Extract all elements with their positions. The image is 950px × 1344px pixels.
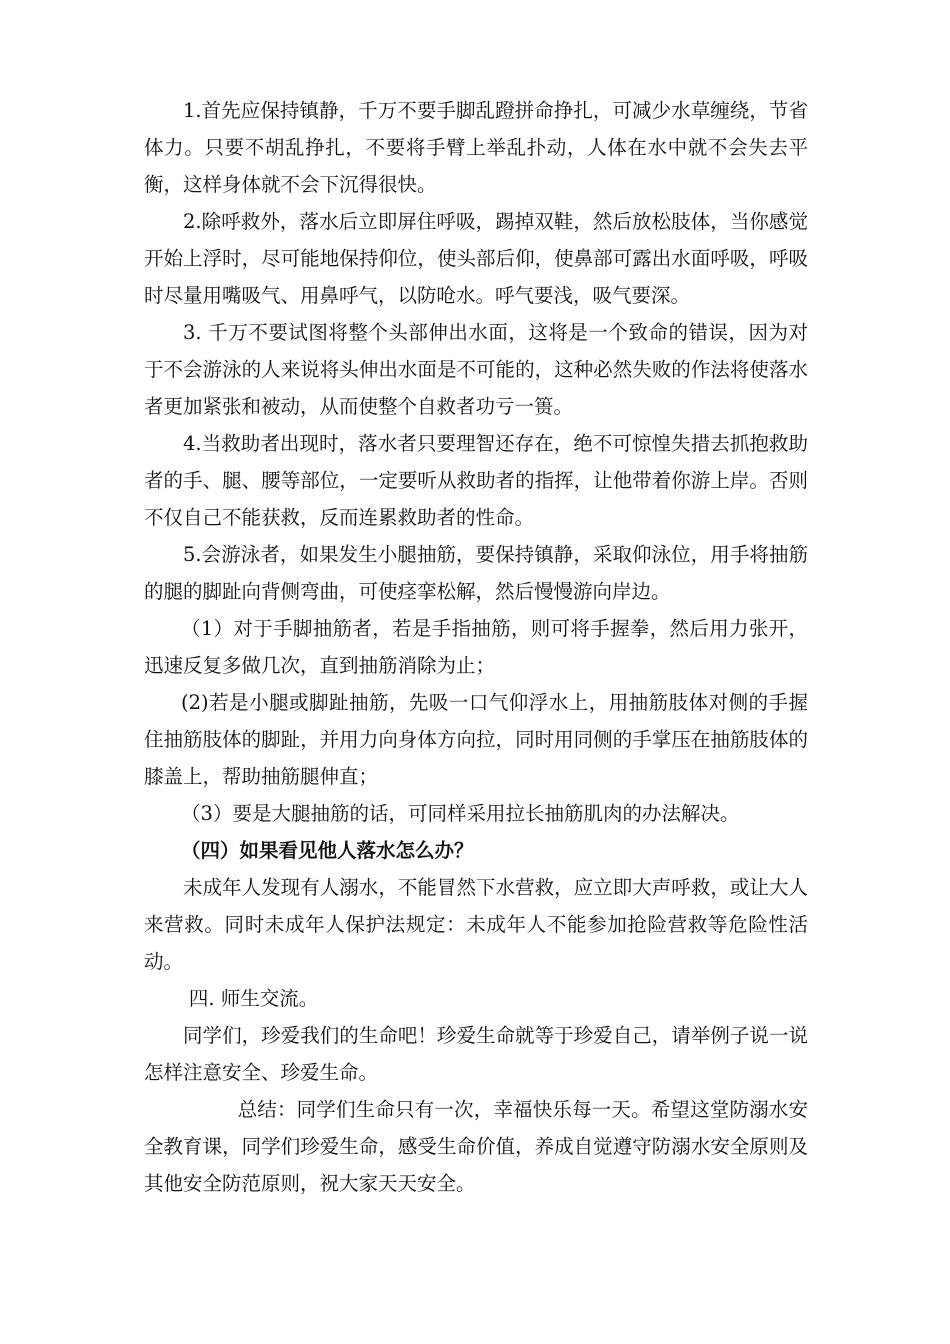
paragraph-minors-rule: 未成年人发现有人溺水，不能冒然下水营救，应立即大声呼救，或让大人来营救。同时未成年人保护法规定：未成年人不能参加抢险营救等危险性活动。: [144, 876, 808, 973]
paragraph-calf-cramp: (2)若是小腿或脚趾抽筋，先吸一口气仰浮水上，用抽筋肢体对侧的手握住抽筋肢体的脚趾，并用力向身体方向拉，同时用同侧的手掌压在抽筋肢体的膝盖上，帮助抽筋腿伸直；: [144, 691, 808, 788]
paragraph-calm-first: 1.首先应保持镇静，千万不要手脚乱蹬拼命挣扎，可减少水草缠绕，节省体力。只要不胡乱挣扎，不要将手臂上举乱扑动，人体在水中就不会失去平衡，这样身体就不会下沉得很快。: [144, 99, 808, 196]
paragraph-cherish-life: 同学们，珍爱我们的生命吧！珍爱生命就等于珍爱自己，请举例子说一说怎样注意安全、珍爱生命。: [144, 1024, 808, 1084]
paragraph-thigh-cramp: （3）要是大腿抽筋的话，可同样采用拉长抽筋肌肉的办法解决。: [181, 802, 740, 825]
paragraph-leg-cramp: 5.会游泳者，如果发生小腿抽筋，要保持镇静，采取仰泳位，用手将抽筋的腿的脚趾向背侧弯曲，可使痉挛松解，然后慢慢游向岸边。: [144, 543, 808, 603]
paragraph-rescuer-arrives: 4.当救助者出现时，落水者只要理智还存在，绝不可惊惶失措去抓抱救助者的手、腿、腰等部位，一定要听从救助者的指挥，让他带着你游上岸。否则不仅自己不能获救，反而连累救助者的性命。: [144, 432, 808, 529]
paragraph-finger-cramp: （1）对于手脚抽筋者，若是手指抽筋，则可将手握拳，然后用力张开，迅速反复多做几次，直到抽筋消除为止；: [144, 617, 808, 677]
section-heading-discussion: 四. 师生交流。: [188, 987, 319, 1010]
document-page: [144, 92, 808, 1202]
paragraph-hold-breath: 2.除呼救外，落水后立即屏住呼吸，踢掉双鞋，然后放松肢体，当你感觉开始上浮时，尽可能地保持仰位，使头部后仰，使鼻部可露出水面呼吸，呼吸时尽量用嘴吸气、用鼻呼气，以防呛水。呼气要浅，吸气要深。: [144, 210, 808, 307]
paragraph-head-above-water: 3. 千万不要试图将整个头部伸出水面，这将是一个致命的错误，因为对于不会游泳的人来说将头伸出水面是不可能的，这种必然失败的作法将使落水者更加紧张和被动，从而使整个自救者功亏一篑。: [144, 321, 808, 418]
section-heading-others-drowning: （四）如果看见他人落水怎么办？: [181, 839, 474, 862]
paragraph-summary: 总结：同学们生命只有一次，幸福快乐每一天。希望这堂防溺水安全教育课，同学们珍爱生命，感受生命价值，养成自觉遵守防溺水安全原则及其他安全防范原则，祝大家天天安全。: [144, 1098, 808, 1195]
